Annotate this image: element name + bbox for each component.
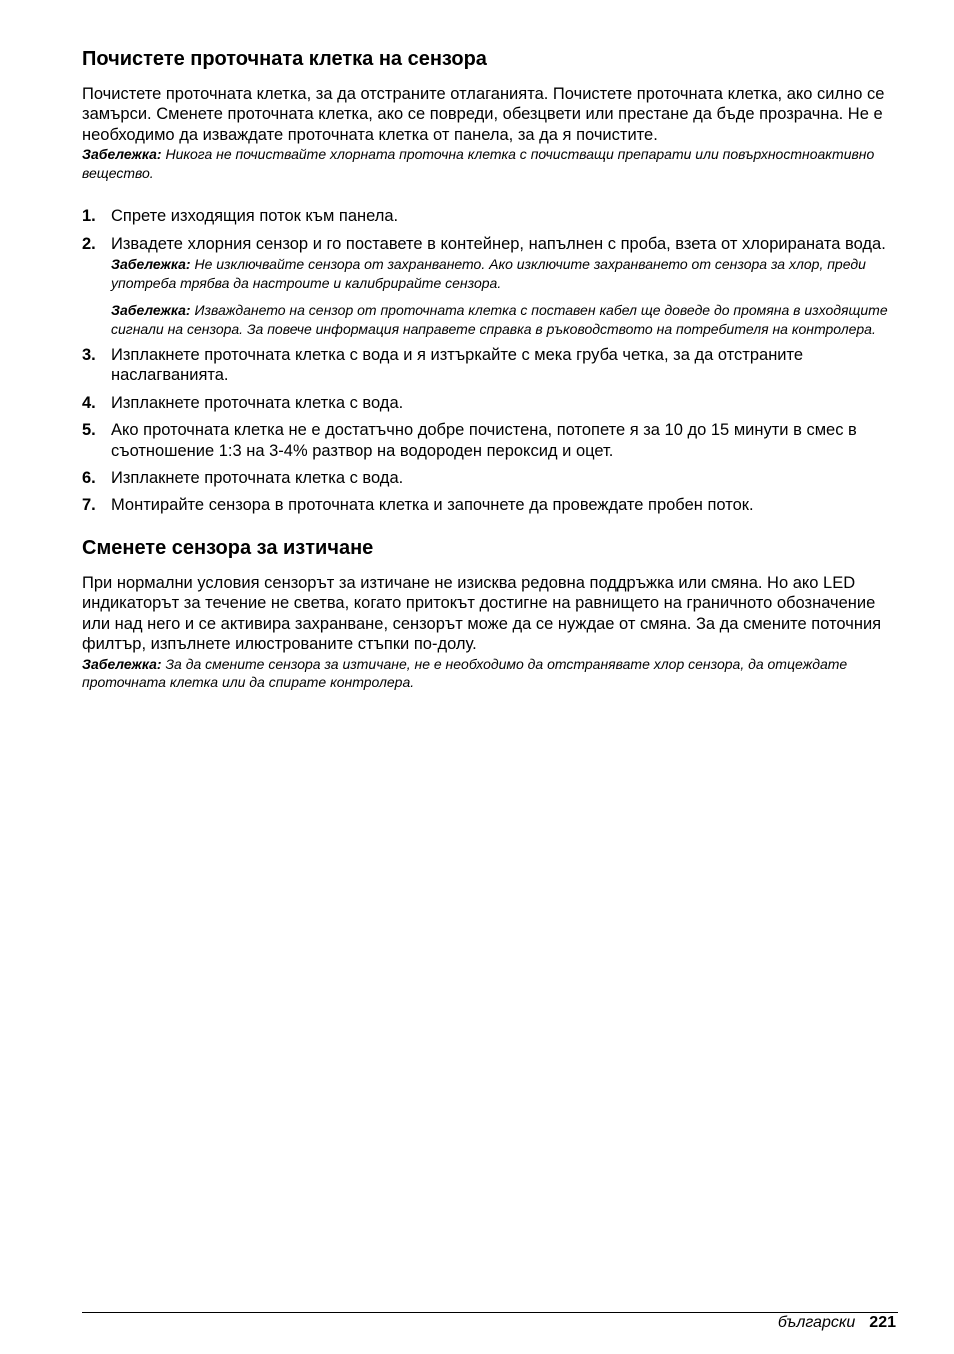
step-text: Изплакнете проточната клетка с вода. — [111, 393, 404, 412]
note-text: Никога не почиствайте хлорната проточна клетка с почистващи препарати или повърхностноактивно вещество. — [82, 146, 875, 181]
page-footer — [82, 1312, 898, 1331]
note-text: За да смените сензора за изтичане, не е необходимо да отстранявате хлор сензора, да отцеждате проточната клетка или да спирате контролера. — [82, 655, 848, 690]
section-intro-clean-flow-cell: Почистете проточната клетка, за да отстраните отлаганията. Почистете проточната клетка, ако силно се замърси. Сменете проточната клетка, ако се повреди, обезцвети или престане да бъде прозрачна. Не е необходимо да изваждате проточната клетка от панела, за да я почистите. — [82, 85, 885, 144]
step-number: 6. — [82, 469, 96, 488]
step-note — [111, 301, 898, 338]
note-label: Забележка: — [111, 256, 191, 273]
step-number: 7. — [82, 496, 96, 515]
note-clean-flow-cell — [82, 145, 898, 182]
note-replace-leak-sensor — [82, 655, 898, 692]
page-content — [82, 47, 898, 692]
step-text: Спрете изходящия поток към панела. — [111, 207, 399, 226]
step-number: 2. — [82, 234, 96, 253]
step-text: Изплакнете проточната клетка с вода и я изтъркайте с мека груба четка, за да отстраните наслагванията. — [111, 346, 804, 385]
footer-language: български — [777, 1314, 856, 1331]
section-title-replace-leak-sensor: Сменете сензора за изтичане — [82, 536, 374, 559]
step-item — [82, 495, 898, 515]
note-label: Забележка: — [82, 655, 162, 672]
footer-content — [778, 1313, 896, 1333]
step-item — [82, 206, 898, 226]
step-item — [82, 345, 898, 386]
step-number: 3. — [82, 346, 96, 365]
procedure-steps — [82, 206, 898, 516]
page-number: 221 — [869, 1314, 896, 1331]
note-label: Забележка: — [111, 302, 191, 319]
step-text: Ако проточната клетка не е достатъчно добре почистена, потопете я за 10 до 15 минути в смес в съотношение 1:3 на 3-4% разтвор на водороден пероксид и оцет. — [111, 421, 857, 460]
step-text: Извадете хлорния сензор и го поставете в контейнер, напълнен с проба, взета от хлорираната вода. — [111, 234, 886, 253]
section-intro-replace-leak-sensor: При нормални условия сензорът за изтичане не изисква редовна поддръжка или смяна. Но ако LED индикаторът за течение не светва, когато притокът достигне на равнището на граничното обозначение или над него и се активира захранване, сензорът може да се нуждае от смяна. За да смените поточния филтър, изпълнете илюстрованите стъпки по-долу. — [82, 573, 882, 654]
note-label: Забележка: — [82, 146, 162, 163]
step-item — [82, 393, 898, 413]
section-title-clean-flow-cell: Почистете проточната клетка на сензора — [82, 48, 487, 70]
step-note — [111, 255, 898, 292]
step-text: Изплакнете проточната клетка с вода. — [111, 469, 404, 488]
step-item — [82, 420, 898, 461]
note-text: Изваждането на сензор от проточната клетка с поставен кабел ще доведе до промяна в изходящите сигнали на сензора. За повече информация направете справка в ръководството на потребителя на контролера. — [111, 302, 888, 337]
step-number: 1. — [82, 207, 96, 226]
step-item — [82, 468, 898, 488]
step-text: Монтирайте сензора в проточната клетка и започнете да провеждате пробен поток. — [111, 496, 754, 515]
step-item — [82, 234, 898, 338]
step-number: 4. — [82, 393, 96, 412]
step-number: 5. — [82, 421, 96, 440]
note-text: Не изключвайте сензора от захранването. Ако изключите захранването от сензора за хлор, преди употреба трябва да настроите и калибрирайте сензора. — [111, 256, 866, 291]
